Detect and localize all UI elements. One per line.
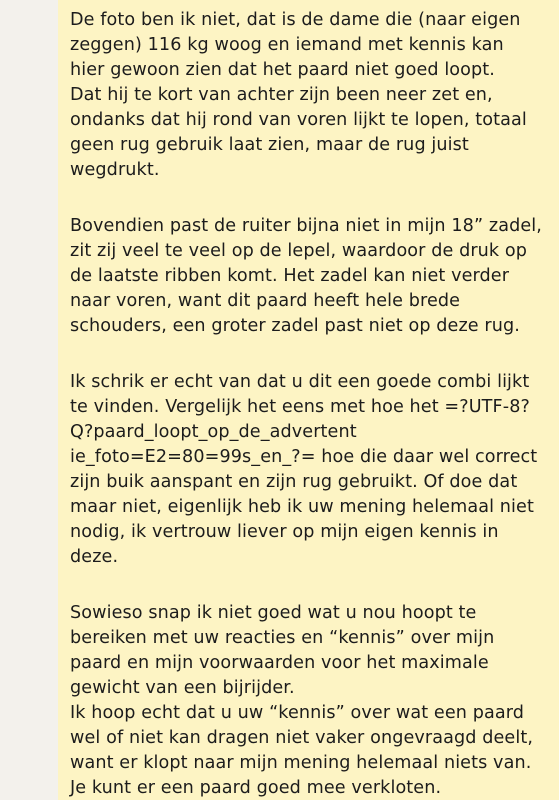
text-line: hier gewoon zien dat het paard niet goed loopt.	[70, 60, 495, 80]
text-line: schouders, een groter zadel past niet op deze rug.	[70, 316, 520, 336]
text-line: De foto ben ik niet, dat is de dame die (naar eigen	[70, 10, 521, 30]
text-line: Q?paard_loopt_op_de_advertent	[70, 422, 357, 442]
text-line: deze.	[70, 547, 119, 567]
text-line: te vinden. Vergelijk het eens met hoe het =?UTF-8?	[70, 397, 530, 417]
text-line: ondanks dat hij rond van voren lijkt te lopen, totaal	[70, 110, 527, 130]
message-paragraph-2	[70, 214, 542, 339]
text-line: nodig, ik vertrouw liever op mijn eigen kennis in	[70, 522, 499, 542]
message-paragraph-1	[70, 8, 537, 183]
text-line: zeggen) 116 kg woog en iemand met kennis kan	[70, 35, 504, 55]
text-line: naar voren, want dit paard heeft hele brede	[70, 291, 461, 311]
message-bubble[interactable]	[58, 0, 559, 800]
text-line: Ik hoop echt dat u uw “kennis” over wat een paard	[70, 703, 525, 723]
text-line: zit zij veel te veel op de lepel, waardoor de druk op	[70, 241, 528, 261]
text-line: Sowieso snap ik niet goed wat u nou hoopt te	[70, 603, 477, 623]
text-line: zijn buik aanspant en zijn rug gebruikt. Of doe dat	[70, 472, 518, 492]
message-paragraph-4	[70, 601, 537, 800]
message-paragraph-3	[70, 370, 537, 570]
text-line: want er klopt naar mijn mening helemaal niets van.	[70, 753, 532, 773]
text-line: maar niet, eigenlijk heb ik uw mening helemaal niet	[70, 497, 534, 517]
text-line: Ik schrik er echt van dat u dit een goede combi lijkt	[70, 372, 530, 392]
text-line: wel of niet kan dragen niet vaker ongevraagd deelt,	[70, 728, 534, 748]
text-line: paard en mijn voorwaarden voor het maximale	[70, 653, 489, 673]
text-line: de laatste ribben komt. Het zadel kan niet verder	[70, 266, 510, 286]
text-line: ie_foto=E2=80=99s_en_?= hoe die daar wel correct	[70, 447, 538, 467]
text-line: wegdrukt.	[70, 160, 160, 180]
text-line: Dat hij te kort van achter zijn been neer zet en,	[70, 85, 493, 105]
text-line: bereiken met uw reacties en “kennis” over mijn	[70, 628, 495, 648]
text-line: geen rug gebruik laat zien, maar de rug juist	[70, 135, 469, 155]
text-line: gewicht van een bijrijder.	[70, 678, 295, 698]
text-line: Je kunt er een paard goed mee verkloten.	[70, 778, 442, 798]
text-line: Bovendien past de ruiter bijna niet in mijn 18” zadel,	[70, 216, 542, 236]
